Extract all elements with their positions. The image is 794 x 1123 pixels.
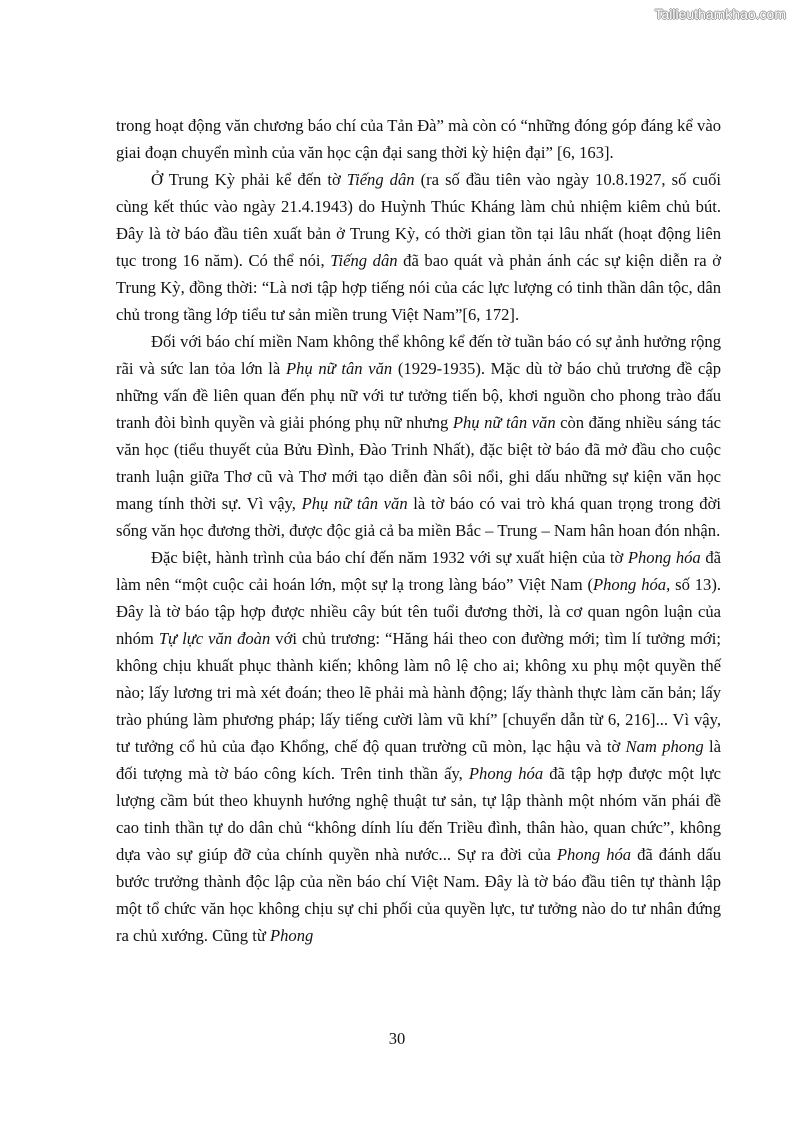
text-run: là tờ báo có vai trò khá quan trọng trong đời sống văn học đương thời, được độc giả cả ba miền Bắc – Trung – Nam hân hoan đón nhận. — [116, 494, 721, 540]
publication-title: Phụ nữ tân văn — [452, 413, 556, 432]
text-run: đã đánh dấu bước trưởng thành độc lập của nền báo chí Việt Nam. Đây là tờ báo đầu tiên tự thành lập một tổ chức văn học không chịu sự chi phối của quyền lực, tư tưởng nào do tư nhân đứng ra chủ xướng. Cũng từ — [116, 845, 721, 945]
watermark-text: Tailieuthamkhao.com — [654, 6, 786, 22]
text-run: đã bao quát và phản ánh các sự kiện diễn ra ở Trung Kỳ, đồng thời: “Là nơi tập hợp tiếng nói của các lực lượng có tinh thần dân tộc, dân chủ trong tầng lớp tiểu tư sản miền trung Việt Nam”[6, 172]. — [116, 251, 721, 324]
page-number: 30 — [388, 1029, 406, 1048]
text-run: (ra số đầu tiên vào ngày 10.8.1927, số cuối cùng kết thúc vào ngày 21.4.1943) do Huỳnh Thúc Kháng làm chủ nhiệm kiêm chủ bút. Đây là tờ báo đầu tiên xuất bản ở Trung Kỳ, có thời gian tồn tại lâu nhất (hoạt động liên tục trong 16 năm). Có thể nói, — [116, 170, 721, 270]
text-run: trong hoạt động văn chương báo chí của Tản Đà” mà còn có “những đóng góp đáng kể vào giai đoạn chuyển mình của văn học cận đại sang thời kỳ hiện đại” [6, 163]. — [116, 116, 721, 162]
text-run: Ở Trung Kỳ phải kể đến tờ — [151, 170, 347, 189]
text-run: (1929-1935). Mặc dù tờ báo chủ trương đề cập những vấn đề liên quan đến phụ nữ với tư tưởng tiến bộ, khơi nguồn cho phong trào đấu tranh đòi bình quyền và giải phóng phụ nữ nhưng — [116, 359, 721, 432]
group-name: Tự lực văn đoàn — [158, 629, 271, 648]
publication-title: Phong hóa — [593, 575, 667, 594]
text-run: còn đăng nhiều sáng tác văn học (tiểu thuyết của Bửu Đình, Đào Trinh Nhất), đặc biệt tờ báo đã mở đầu cho cuộc tranh luận giữa Thơ cũ và Thơ mới tạo diễn đàn sôi nổi, ghi dấu những sự kiện văn học mang tính thời sự. Vì vậy, — [116, 413, 722, 513]
paragraph — [116, 112, 721, 166]
text-run: đã làm nên “một cuộc cải hoán lớn, một sự lạ trong làng báo” Việt Nam ( — [116, 548, 721, 594]
text-run: với chủ trương: “Hăng hái theo con đường mới; tìm lí tưởng mới; không chịu khuất phục thành kiến; không làm nô lệ cho ai; không xu phụ một quyền thế nào; lấy lương tri mà xét đoán; theo lẽ phải mà hành động; lấy thành thực làm căn bản; lấy trào phúng làm phương pháp; lấy tiếng cười làm vũ khí” [chuyển dẫn từ 6, 216]... Vì vậy, tư tưởng cổ hủ của đạo Khổng, chế độ quan trường cũ mòn, lạc hậu và tờ — [116, 629, 721, 756]
publication-title: Phong hóa — [468, 764, 544, 783]
text-run: là đối tượng mà tờ báo công kích. Trên tinh thần ấy, — [116, 737, 721, 783]
paragraph — [116, 166, 721, 328]
publication-title: Phụ nữ tân văn — [285, 359, 393, 378]
text-run: Đặc biệt, hành trình của báo chí đến năm 1932 với sự xuất hiện của tờ — [151, 548, 628, 567]
publication-title: Tiếng dân — [346, 170, 415, 189]
document-body — [116, 112, 721, 949]
text-run: đã tập hợp được một lực lượng cầm bút theo khuynh hướng nghệ thuật tư sản, tự lập thành một nhóm văn phái đề cao tinh thần tự do dân chủ “không dính líu đến Triều đình, thân hào, quan chức”, không dựa vào sự giúp đỡ của chính quyền nhà nước... Sự ra đời của — [116, 764, 721, 864]
publication-title: Phong — [269, 926, 314, 945]
publication-title: Phụ nữ tân văn — [301, 494, 408, 513]
publication-title: Nam phong — [625, 737, 704, 756]
publication-title: Phong hóa — [556, 845, 632, 864]
paragraph — [116, 544, 721, 949]
publication-title: Tiếng dân — [330, 251, 398, 270]
publication-title: Phong hóa — [627, 548, 701, 567]
text-run: , số 13). Đây là tờ báo tập hợp được nhiều cây bút tên tuổi đương thời, là cơ quan ngôn luận của nhóm — [116, 575, 721, 648]
text-run: Đối với báo chí miền Nam không thể không kể đến tờ tuần báo có sự ảnh hưởng rộng rãi và sức lan tỏa lớn là — [116, 332, 721, 378]
paragraph — [116, 328, 721, 544]
